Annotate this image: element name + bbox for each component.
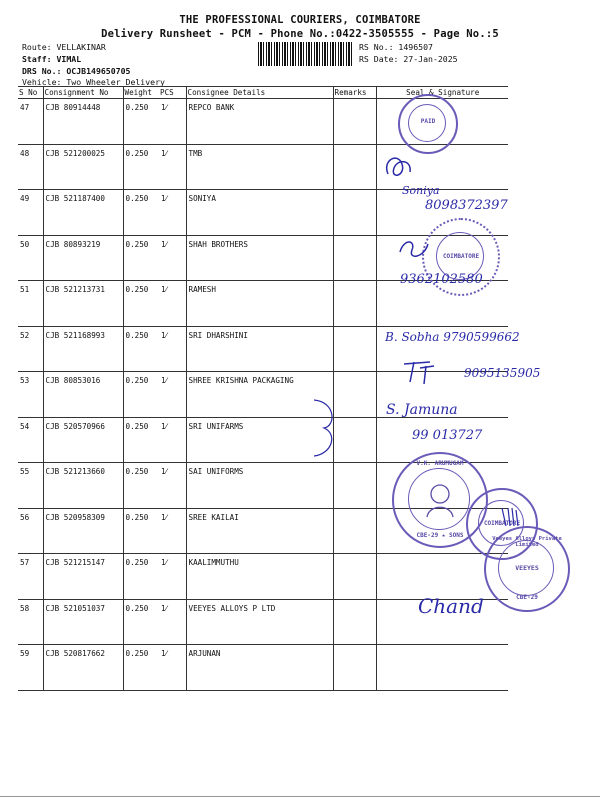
col-header-remarks: Remarks [333, 87, 376, 99]
weight-value: 0.250 [123, 463, 159, 509]
pcs-count: 1 [161, 421, 166, 431]
rs-number: RS No.: 1496507 [359, 42, 433, 52]
serial-number: 54 [18, 417, 43, 463]
consignment-number: CJB 521200025 [43, 144, 123, 190]
pcs-count: 1 [161, 330, 166, 340]
remarks-cell [333, 326, 376, 372]
consignment-number: CJB 520958309 [43, 508, 123, 554]
pcs-count: 1 [161, 194, 166, 203]
pcs-count: 1 [161, 512, 166, 522]
pcs-value [159, 190, 186, 236]
pcs-value [159, 417, 186, 463]
col-header-consignee: Consignee Details [186, 87, 333, 99]
consignment-number: CJB 521051037 [43, 599, 123, 645]
serial-number: 48 [18, 144, 43, 190]
pcs-value [159, 554, 186, 600]
serial-number: 51 [18, 281, 43, 327]
courier-company-title: THE PROFESSIONAL COURIERS, COIMBATORE [179, 14, 421, 26]
stamp-text-top: Veeyes Alloys Private Limited [492, 536, 562, 548]
weight-value: 0.250 [123, 99, 159, 145]
pcs-value [159, 599, 186, 645]
remarks-cell [333, 463, 376, 509]
handwritten-name-row49: Soniya [402, 184, 440, 197]
serial-number: 58 [18, 599, 43, 645]
col-header-weight: Weight [123, 87, 159, 99]
stamp-text-center: VEEYES [515, 564, 539, 572]
remarks-cell [333, 99, 376, 145]
remark-mark-row54-55 [310, 396, 340, 460]
round-stamp-row58 [484, 526, 570, 612]
round-stamp-row47 [398, 94, 458, 154]
consignment-number: CJB 520570966 [43, 417, 123, 463]
checkmark-icon: ⁄ [165, 148, 167, 158]
remarks-cell [333, 190, 376, 236]
remarks-cell [333, 281, 376, 327]
remarks-cell [333, 645, 376, 691]
weight-value: 0.250 [123, 554, 159, 600]
checkmark-icon: ⁄ [165, 103, 167, 112]
page-edge-line [0, 796, 600, 797]
weight-value: 0.250 [123, 645, 159, 691]
pcs-count: 1 [161, 558, 166, 567]
consignment-number: CJB 521215147 [43, 554, 123, 600]
col-header-pcs: PCS [159, 87, 186, 99]
checkmark-icon: ⁄ [165, 194, 167, 203]
handwritten-phone-row49: 8098372397 [425, 198, 508, 213]
table-row [18, 645, 508, 691]
consignment-number: CJB 521213660 [43, 463, 123, 509]
serial-number: 59 [18, 645, 43, 691]
consignee-name: TMB [186, 144, 333, 190]
stamp-text: COIMBATORE [483, 520, 521, 527]
pcs-value [159, 508, 186, 554]
consignment-number: CJB 521168993 [43, 326, 123, 372]
pcs-value [159, 281, 186, 327]
weight-value: 0.250 [123, 508, 159, 554]
serial-number: 52 [18, 326, 43, 372]
remarks-cell [333, 554, 376, 600]
weight-value: 0.250 [123, 235, 159, 281]
serial-number: 56 [18, 508, 43, 554]
remarks-cell [333, 508, 376, 554]
pcs-value [159, 326, 186, 372]
table-row [18, 281, 508, 327]
consignment-number: CJB 520817662 [43, 645, 123, 691]
portrait-icon [424, 482, 456, 518]
consignee-name: KAALIMMUTHU [186, 554, 333, 600]
pcs-count: 1 [161, 285, 166, 294]
pcs-count: 1 [161, 239, 166, 249]
pcs-count: 1 [161, 148, 166, 158]
rs-date: RS Date: 27-Jan-2025 [359, 54, 458, 64]
route-label: Route: VELLAKINAR [22, 42, 106, 52]
pcs-value [159, 372, 186, 418]
consignment-number: CJB 80853016 [43, 372, 123, 418]
pcs-value [159, 235, 186, 281]
handwritten-phone-row51: 9362102580 [400, 272, 483, 287]
checkmark-icon: ⁄ [165, 239, 167, 249]
signature-row50 [396, 234, 432, 262]
serial-number: 53 [18, 372, 43, 418]
checkmark-icon: ⁄ [165, 376, 167, 385]
col-header-consignment: Consignment No [43, 87, 123, 99]
serial-number: 50 [18, 235, 43, 281]
checkmark-icon: ⁄ [165, 512, 167, 522]
remarks-cell [333, 144, 376, 190]
consignee-name: REPCO BANK [186, 99, 333, 145]
weight-value: 0.250 [123, 326, 159, 372]
barcode [258, 42, 354, 66]
stamp-text-bottom: CBE-29 ★ SONS [416, 532, 464, 539]
consignment-number: CJB 80914448 [43, 99, 123, 145]
handwritten-phone-row53: 9095135905 [464, 366, 541, 380]
checkmark-icon: ⁄ [165, 285, 167, 294]
consignee-name: SONIYA [186, 190, 333, 236]
staff-label: Staff: VIMAL [22, 54, 82, 64]
serial-number: 49 [18, 190, 43, 236]
weight-value: 0.250 [123, 599, 159, 645]
drs-number: DRS No.: OCJB149650705 [22, 66, 131, 76]
handwritten-phone-row55: 99 013727 [412, 428, 483, 443]
consignee-name: VEEYES ALLOYS P LTD [186, 599, 333, 645]
pcs-value [159, 645, 186, 691]
handwritten-note-row52: B. Sobha 9790599662 [385, 330, 520, 344]
weight-value: 0.250 [123, 417, 159, 463]
stamp-text-top: V.K. ARUMUGAM [416, 460, 464, 467]
pcs-count: 1 [161, 467, 166, 476]
weight-value: 0.250 [123, 190, 159, 236]
runsheet-subtitle: Delivery Runsheet - PCM - Phone No.:0422-3505555 - Page No.:5 [101, 28, 499, 40]
weight-value: 0.250 [123, 281, 159, 327]
consignment-number: CJB 80893219 [43, 235, 123, 281]
consignment-number: CJB 521187400 [43, 190, 123, 236]
stamp-text: COIMBATORE [442, 253, 480, 260]
pcs-value [159, 99, 186, 145]
pcs-count: 1 [161, 376, 166, 385]
stamp-text-bottom: CBE-29 [516, 594, 538, 601]
consignment-number: CJB 521213731 [43, 281, 123, 327]
pcs-value [159, 144, 186, 190]
remarks-cell [333, 599, 376, 645]
checkmark-icon: ⁄ [165, 330, 167, 340]
consignee-name: SHREE KRISHNA PACKAGING [186, 372, 333, 418]
col-header-seal-signature: Seal & Signature [376, 87, 508, 99]
checkmark-icon: ⁄ [165, 603, 167, 613]
signature-row48 [380, 150, 420, 184]
pcs-count: 1 [161, 649, 166, 658]
consignee-name: SRI UNIFARMS [186, 417, 333, 463]
vehicle-label: Vehicle: Two Wheeler Delivery [22, 77, 165, 87]
checkmark-icon: ⁄ [165, 649, 167, 658]
serial-number: 57 [18, 554, 43, 600]
consignee-name: SRI DHARSHINI [186, 326, 333, 372]
handwritten-name-row54: S. Jamuna [386, 402, 458, 418]
consignee-name: RAMESH [186, 281, 333, 327]
stamp-text: PAID [420, 118, 436, 125]
signature-row53 [400, 358, 440, 386]
consignee-name: SAI UNIFORMS [186, 463, 333, 509]
consignee-name: SHAH BROTHERS [186, 235, 333, 281]
seal-signature-cell [376, 645, 508, 691]
checkmark-icon: ⁄ [165, 558, 167, 567]
checkmark-icon: ⁄ [165, 421, 167, 431]
checkmark-icon: ⁄ [165, 467, 167, 476]
serial-number: 47 [18, 99, 43, 145]
pcs-count: 1 [161, 603, 166, 613]
weight-value: 0.250 [123, 144, 159, 190]
pcs-count: 1 [161, 103, 166, 112]
serial-number: 55 [18, 463, 43, 509]
table-row [18, 554, 508, 600]
pcs-value [159, 463, 186, 509]
col-header-sno: S No [18, 87, 43, 99]
handwritten-signature-row59: Chand [418, 594, 484, 618]
consignee-name: ARJUNAN [186, 645, 333, 691]
weight-value: 0.250 [123, 372, 159, 418]
consignee-name: SREE KAILAI [186, 508, 333, 554]
remarks-cell [333, 235, 376, 281]
